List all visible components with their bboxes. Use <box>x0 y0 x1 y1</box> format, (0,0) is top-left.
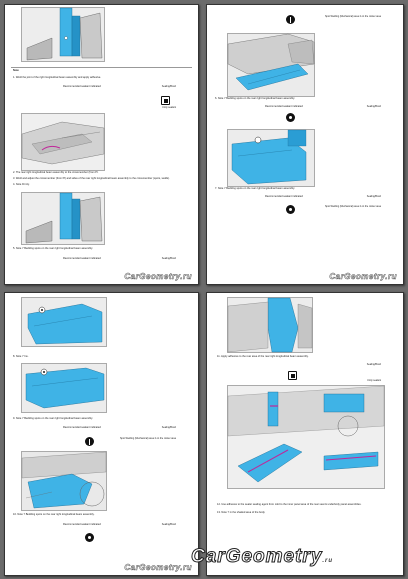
manual-page-2 <box>206 4 404 285</box>
step-9: 9. Note 7 Bedding spots on the rear right longitudinal beam assembly. <box>13 417 93 420</box>
bottom-right-note-text: Spot Welding (Mechanical) area 2 on the rocker area <box>324 205 381 208</box>
side-right-note-text: Spot Welding (Mechanical) area 2 on the rocker area <box>119 437 176 440</box>
figure-2 <box>21 113 105 171</box>
figure-7-drawing <box>22 364 106 412</box>
step-3: 3. Weld and adjust the crossmember (from Pl) and sides of the rear right longitudinal beam assembly to the crossmember (spots, welds). <box>13 177 170 180</box>
weld-spot-icon-2 <box>286 205 295 214</box>
figure-6-drawing <box>22 298 106 346</box>
section-label: Note <box>13 69 19 72</box>
note-6-right: Sealing/Bond <box>161 426 176 429</box>
note-7: Recommended sealant indicated <box>63 523 101 526</box>
figure-4 <box>227 33 315 97</box>
figure-9-drawing <box>228 298 312 352</box>
bottom-right-note <box>321 205 381 208</box>
figure-3 <box>21 192 105 245</box>
note-4-right: Sealing/Bond <box>366 105 381 108</box>
step-7: 7. Note 7 Bedding spots on the rear right longitudinal beam assembly. <box>215 187 295 190</box>
page-watermark: CarGeometry.ru <box>329 272 397 281</box>
top-right-note-text: Spot Welding (Mechanical) area 2 on the rocker area <box>324 15 381 18</box>
divider <box>11 67 192 68</box>
step-2: 2. The rear right longitudinal beam assembly to the crossmember (from Pl. <box>13 171 99 174</box>
note-7-right: Sealing/Bond <box>161 523 176 526</box>
figure-5 <box>227 129 315 187</box>
top-right-note <box>321 15 381 18</box>
note-3-right: Sealing/Bond <box>161 257 176 260</box>
figure-1 <box>21 7 105 62</box>
big-watermark-text: CarGeometry <box>191 546 323 567</box>
note-3: Recommended sealant indicated <box>63 257 101 260</box>
figure-8-drawing <box>22 452 106 510</box>
note-2-right: Unity sealant <box>162 106 176 109</box>
manual-page-3 <box>4 292 199 576</box>
note-1-right: Sealing/Bond <box>161 85 176 88</box>
step-8: 8. Note 7 Ins. <box>13 355 29 358</box>
figure-8 <box>21 451 107 511</box>
step-13: 13. Note 7 in the shaded area of the body. <box>217 511 266 514</box>
tool-icon-2 <box>85 437 94 446</box>
side-right-note <box>116 437 176 440</box>
big-watermark-suffix: .ru <box>322 558 334 564</box>
weld-spot-icon <box>286 113 295 122</box>
figure-3-drawing <box>22 193 104 244</box>
tool-icon <box>286 15 295 24</box>
manual-page-4 <box>191 292 404 576</box>
note-5-right: Sealing/Bond <box>366 195 381 198</box>
note-9-right: Unity sealant <box>367 379 381 382</box>
step-6: 6. Note 7 Bedding spots on the rear right longitudinal beam assembly. <box>215 97 295 100</box>
step-11: 11. Apply adhesive to the rear area of the rear right longitudinal beam assembly. <box>217 355 309 358</box>
figure-10-drawing <box>228 386 384 488</box>
figure-6 <box>21 297 107 347</box>
step-5: 5. Note 7 Bedding spots on the rear right longitudinal beam assembly. <box>13 247 93 250</box>
figure-4-drawing <box>228 34 314 96</box>
step-12: 12. Use adhesive to the sealer sealing agent from cold to the inner panel area of the rear seat & underbody panel assemblies. <box>217 503 362 506</box>
step-10: 10. Note 7 Bedding spots on the rear right longitudinal beam assembly. <box>13 513 95 516</box>
big-watermark <box>191 546 333 568</box>
note-6: Recommended sealant indicated <box>63 426 101 429</box>
note-4: Recommended sealant indicated <box>265 105 303 108</box>
note-1: Recommended sealant indicated <box>63 85 101 88</box>
note-5: Recommended sealant indicated <box>265 195 303 198</box>
page-watermark: CarGeometry.ru <box>124 272 192 281</box>
sealant-icon <box>161 96 170 105</box>
figure-1-drawing <box>22 8 104 61</box>
step-1: 1. Weld the joint of the right longitudinal beam assembly and apply adhesive. <box>13 76 102 79</box>
figure-7 <box>21 363 107 413</box>
note-8-right: Sealing/Bond <box>366 363 381 366</box>
page-watermark: CarGeometry.ru <box>124 563 192 572</box>
weld-spot-icon-3 <box>85 533 94 542</box>
sealant-icon-2 <box>288 371 297 380</box>
figure-9 <box>227 297 313 353</box>
figure-5-drawing <box>228 130 314 186</box>
figure-2-drawing <box>22 114 104 170</box>
step-4: 4. Note Firmly. <box>13 183 30 186</box>
manual-page-1 <box>4 4 199 285</box>
figure-10 <box>227 385 385 489</box>
